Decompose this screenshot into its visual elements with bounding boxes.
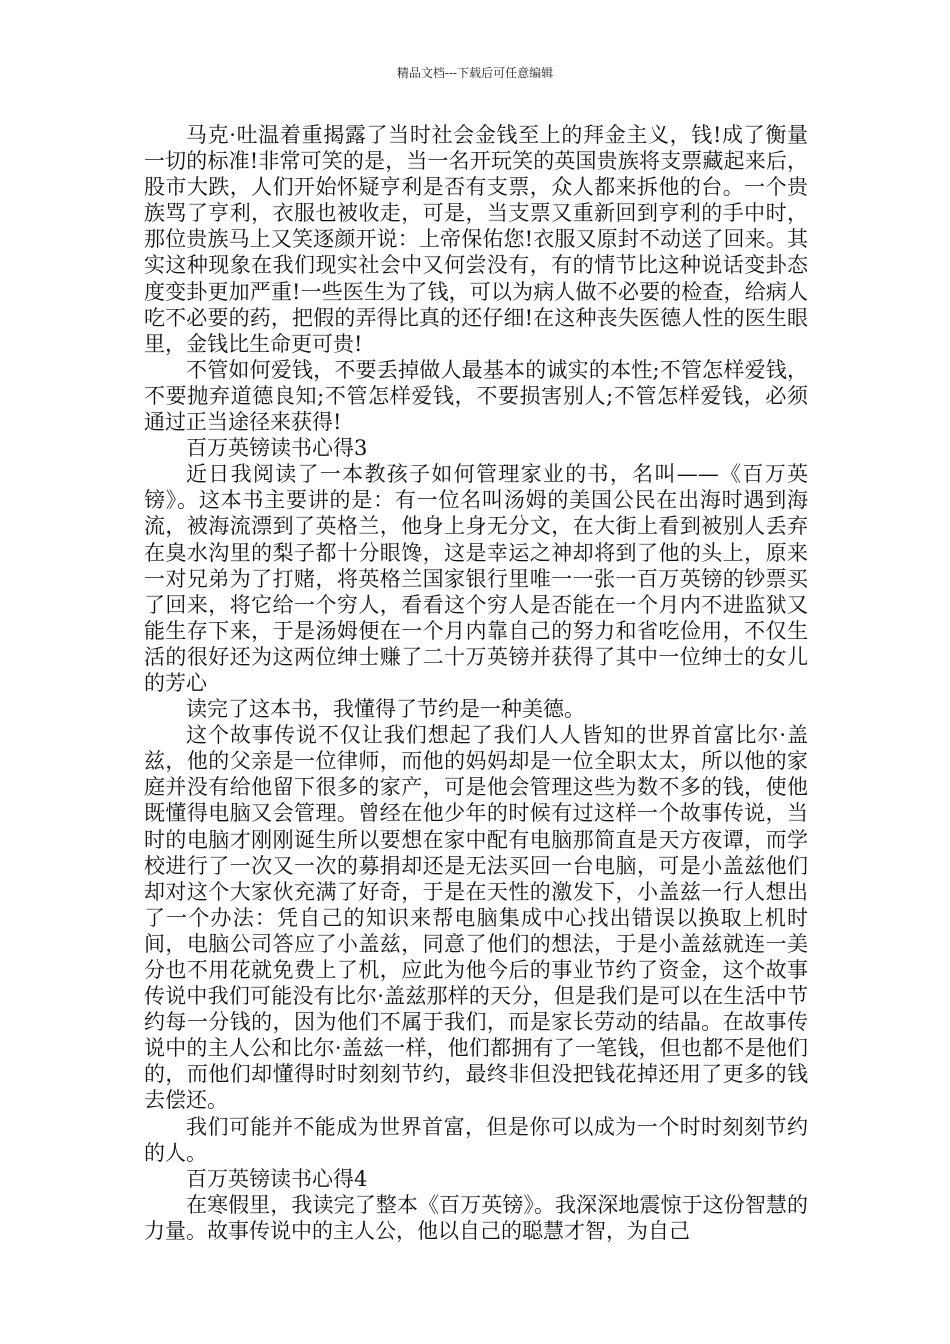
paragraph-5: 这个故事传说不仅让我们想起了我们人人皆知的世界首富比尔·盖兹，他的父亲是一位律师，而他的妈妈却是一位全职太太，所以他的家庭并没有给他留下很多的家产，可是他会管理这些为数不多的钱，使他既懂得电脑又会管理。曾经在他少年的时候有过这样一个故事传说，当时的电脑才刚刚诞生所以要想在家中配有电脑那简直是天方夜谭，而学校进行了一次又一次的募捐却还是无法买回一台电脑，可是小盖兹他们却对这个大家伙充满了好奇，于是在天性的激发下，小盖兹一行人想出了一个办法：凭自己的知识来帮电脑集成中心找出错误以换取上机时间，电脑公司答应了小盖兹，同意了他们的想法，于是小盖兹就连一美分也不用花就免费上了机，应此为他今后的事业节约了资金，这个故事传说中我们可能没有比尔·盖兹那样的天分，但是我们是可以在生活中节约每一分钱的，因为他们不属于我们，而是家长劳动的结晶。在故事传说中的主人公和比尔·盖兹一样，他们都拥有了一笔钱，但也都不是他们的，而他们却懂得时时刻刻节约，最终非但没把钱花掉还用了更多的钱去偿还。 (144, 723, 808, 1113)
paragraph-1: 马克·吐温着重揭露了当时社会金钱至上的拜金主义，钱!成了衡量一切的标准!非常可笑的是，当一名开玩笑的英国贵族将支票藏起来后，股市大跌，人们开始怀疑亨利是否有支票，众人都来拆他的台。一个贵族骂了亨利，衣服也被收走，可是，当支票又重新回到亨利的手中时，那位贵族马上又笑逐颜开说：上帝保佑您!衣服又原封不动送了回来。其实这种现象在我们现实社会中又何尝没有，有的情节比这种说话变卦态度变卦更加严重!一些医生为了钱，可以为病人做不必要的检查，给病人吃不必要的药，把假的弄得比真的还仔细!在这种丧失医德人性的医生眼里，金钱比生命更可贵! (144, 123, 808, 356)
paragraph-2: 不管如何爱钱，不要丢掉做人最基本的诚实的本性;不管怎样爱钱，不要抛弃道德良知;不管怎样爱钱，不要损害别人;不管怎样爱钱，必须通过正当途径来获得! (144, 357, 808, 435)
paragraph-7: 在寒假里，我读完了整本《百万英镑》。我深深地震惊于这份智慧的力量。故事传说中的主人公，他以自己的聪慧才智，为自己 (144, 1192, 808, 1243)
page-header: 精品文档---下载后可任意编辑 (396, 66, 554, 80)
paragraph-4: 读完了这本书，我懂得了节约是一种美德。 (186, 697, 585, 722)
paragraph-3: 近日我阅读了一本教孩子如何管理家业的书，名叫——《百万英镑》。这本书主要讲的是：有一位名叫汤姆的美国公民在出海时遇到海流，被海流漂到了英格兰，他身上身无分文，在大街上看到被别人丢弃在臭水沟里的梨子都十分眼馋，这是幸运之神却将到了他的头上，原来一对兄弟为了打赌，将英格兰国家银行里唯一一张一百万英镑的钞票买了回来，将它给一个穷人，看看这个穷人是否能在一个月内不进监狱又能生存下来，于是汤姆便在一个月内靠自己的努力和省吃俭用，不仅生活的很好还为这两位绅士赚了二十万英镑并获得了其中一位绅士的女儿的芳心 (144, 462, 808, 695)
document-body (144, 122, 808, 1244)
section-heading-3: 百万英镑读书心得3 (186, 436, 368, 461)
section-heading-4: 百万英镑读书心得4 (186, 1166, 368, 1191)
paragraph-6: 我们可能并不能成为世界首富，但是你可以成为一个时时刻刻节约的人。 (144, 1114, 808, 1165)
